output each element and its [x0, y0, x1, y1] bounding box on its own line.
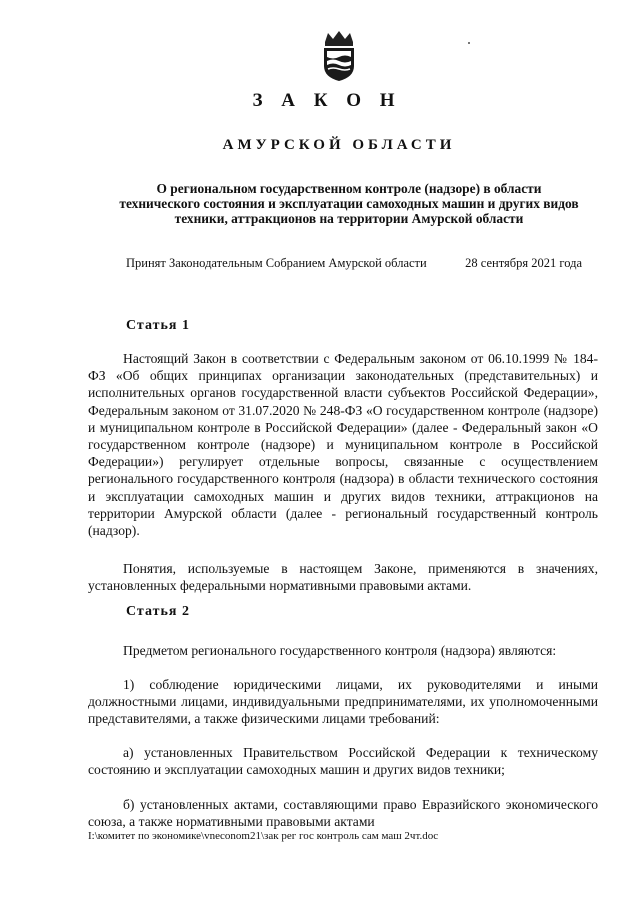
article-1-paragraph: Настоящий Закон в соответствии с Федеральным законом от 06.10.1999 № 184-ФЗ «Об общих принципах организации законодательных (представительных) и исполнительных органов государственной власти субъектов Российской Федерации», Федеральным законом от 31.07.2020 № 248-ФЗ «О государственном контроле (надзоре) и муниципальном контроле в Российской Федерации» (далее - Федеральный закон «О государственном контроле (надзоре) и муниципальном контроле в Российской Федерации») регулирует отдельные вопросы, связанные с осуществлением регионального государственного контроля (надзора) в области технического состояния и эксплуатации самоходных машин и других видов техники, аттракционов на территории Амурской области (далее - региональный государственный контроль (надзор). — [88, 351, 598, 539]
coat-of-arms-icon — [319, 30, 359, 82]
article-2-paragraph: Предметом регионального государственного контроля (надзора) являются: — [123, 643, 557, 658]
article-2-heading: Статья 2 — [126, 604, 190, 619]
adopted-by: Принят Законодательным Собранием Амурской области — [126, 256, 427, 270]
adoption-line — [126, 256, 582, 271]
scan-speck — [468, 42, 470, 44]
region-title: АМУРСКОЙ ОБЛАСТИ — [222, 137, 456, 153]
law-subject: О региональном государственном контроле (надзоре) в области технического состояния и эксплуатации самоходных машин и других видов техники, аттракционов на территории Амурской области — [119, 181, 579, 226]
adopted-date: 28 сентября 2021 года — [465, 256, 582, 270]
article-1-heading: Статья 1 — [126, 318, 190, 333]
article-2-paragraph: 1) соблюдение юридическими лицами, их руководителями и иными должностными лицами, индивидуальными предпринимателями, их уполномоченными представителями, а также физическими лицами требований: — [88, 677, 598, 727]
file-path-footer: I:\комитет по экономике\vneconom21\зак рег гос контроль сам маш 2чт.doc — [88, 830, 439, 842]
article-1-paragraph: Понятия, используемые в настоящем Законе, применяются в значениях, установленных федеральными нормативными правовыми актами. — [88, 561, 598, 594]
article-2-paragraph: б) установленных актами, составляющими право Евразийского экономического союза, а также нормативными правовыми актами — [88, 797, 598, 830]
article-2-paragraph: а) установленных Правительством Российской Федерации к техническому состоянию и эксплуатации самоходных машин и других видов техники; — [88, 745, 598, 778]
law-title: З А К О Н — [252, 90, 402, 111]
